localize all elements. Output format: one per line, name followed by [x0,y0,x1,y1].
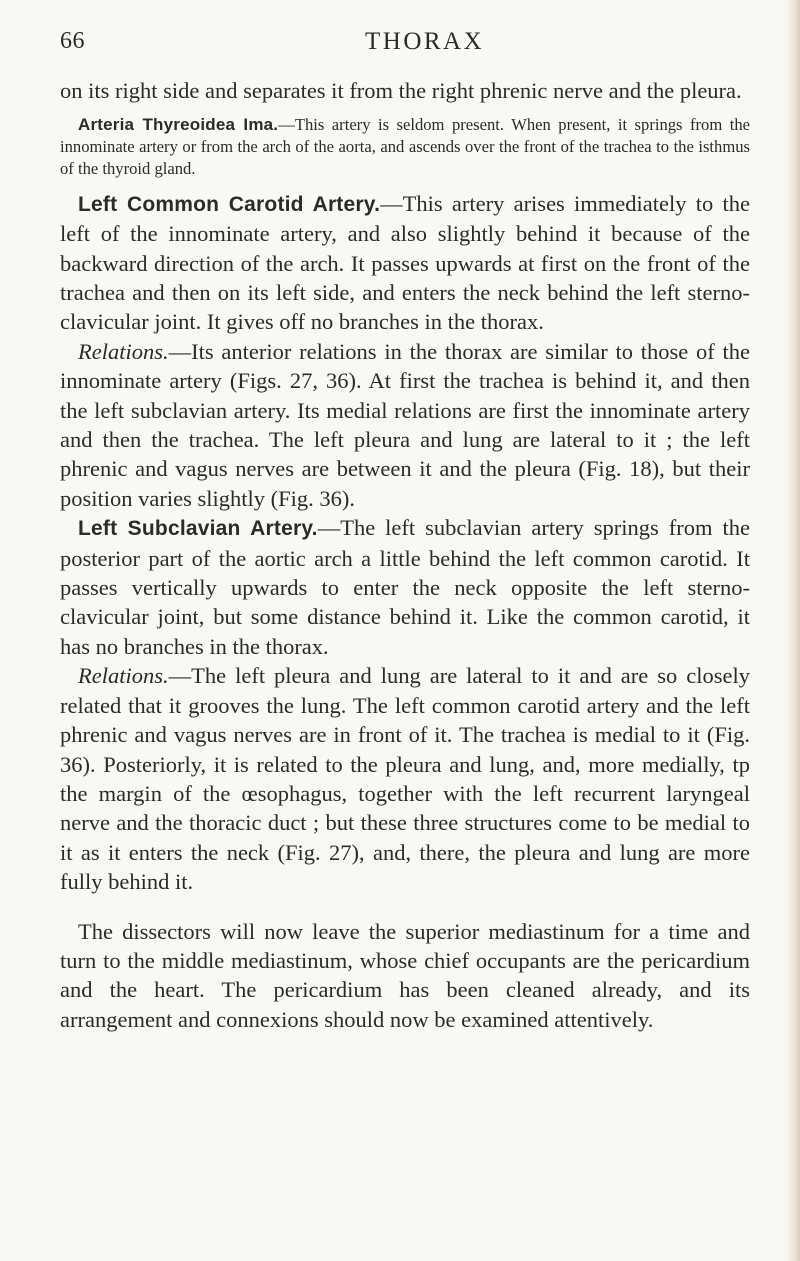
paragraph-carotid-relations [60,337,750,513]
paragraph-text: The dissectors will now leave the superior mediastinum for a time and turn to the middle mediastinum, whose chief occupants are the pericardium and the heart. The pericardium has been cleaned already, and its arrangement and connexions should now be examined attentively. [60,918,750,1032]
paragraph-left-subclavian [60,513,750,661]
subsection-heading: Relations. [78,338,169,364]
page-body [60,76,750,1034]
paragraph-text: —This artery arises immediately to the left of the innominate artery, and also slightly behind it because of the backward direction of the arch. It passes upwards at first on the front of the trachea and then on its left side, and enters the neck behind the left sterno-clavicular joint. It gives off no branches in the thorax. [60,190,751,335]
paragraph-text: —This artery is seldom present. When present, it springs from the innominate artery or from the arch of the aorta, and ascends over the front of the trachea to the isthmus of the thyroid gland. [60,115,750,178]
paragraph-dissectors [60,917,750,1035]
paragraph-text: —The left pleura and lung are lateral to it and are so closely related that it grooves the lung. The left common carotid artery and the left phrenic and vagus nerves are in front of it. The trachea is medial to it (Fig. 36). Posteriorly, it is related to the pleura and lung, and, more medially, tp the margin of the œsophagus, together with the left recurrent laryngeal nerve and the thoracic duct ; but these three structures come to be medial to it as it enters the neck (Fig. 27), and, there, the pleura and lung are more fully behind it. [60,663,750,895]
paragraph-subclavian-relations [60,661,750,896]
page-header [60,28,750,68]
page-edge-shadow [786,0,800,1261]
running-head: THORAX [365,28,485,55]
paragraph-text: —Its anterior relations in the thorax are similar to those of the innominate artery (Figs. 27, 36). At first the trachea is behind it, and then the left subclavian artery. Its medial relations are first the innominate artery and then the trachea. The left pleura and lung are lateral to it ; the left phrenic and vagus nerves are between it and the pleura (Fig. 18), but their position varies slightly (Fig. 36). [60,338,750,511]
section-heading: Left Common Carotid Artery. [78,192,381,216]
paragraph-continuation [60,76,750,105]
section-heading: Arteria Thyreoidea Ima. [78,115,279,135]
subsection-heading: Relations. [78,663,169,689]
section-heading: Left Subclavian Artery. [78,517,318,541]
paragraph-left-common-carotid [60,189,750,337]
paragraph-thyreoidea-ima [60,114,750,179]
paragraph-text: on its right side and separates it from the right phrenic nerve and the pleura. [60,78,742,103]
page-number: 66 [60,28,85,54]
paragraph-text: —The left subclavian artery springs from the posterior part of the aortic arch a little behind the left common carotid. It passes vertically upwards to enter the neck opposite the left sterno-clavicular joint, but some distance behind it. Like the common carotid, it has no branches in the thorax. [60,515,750,659]
